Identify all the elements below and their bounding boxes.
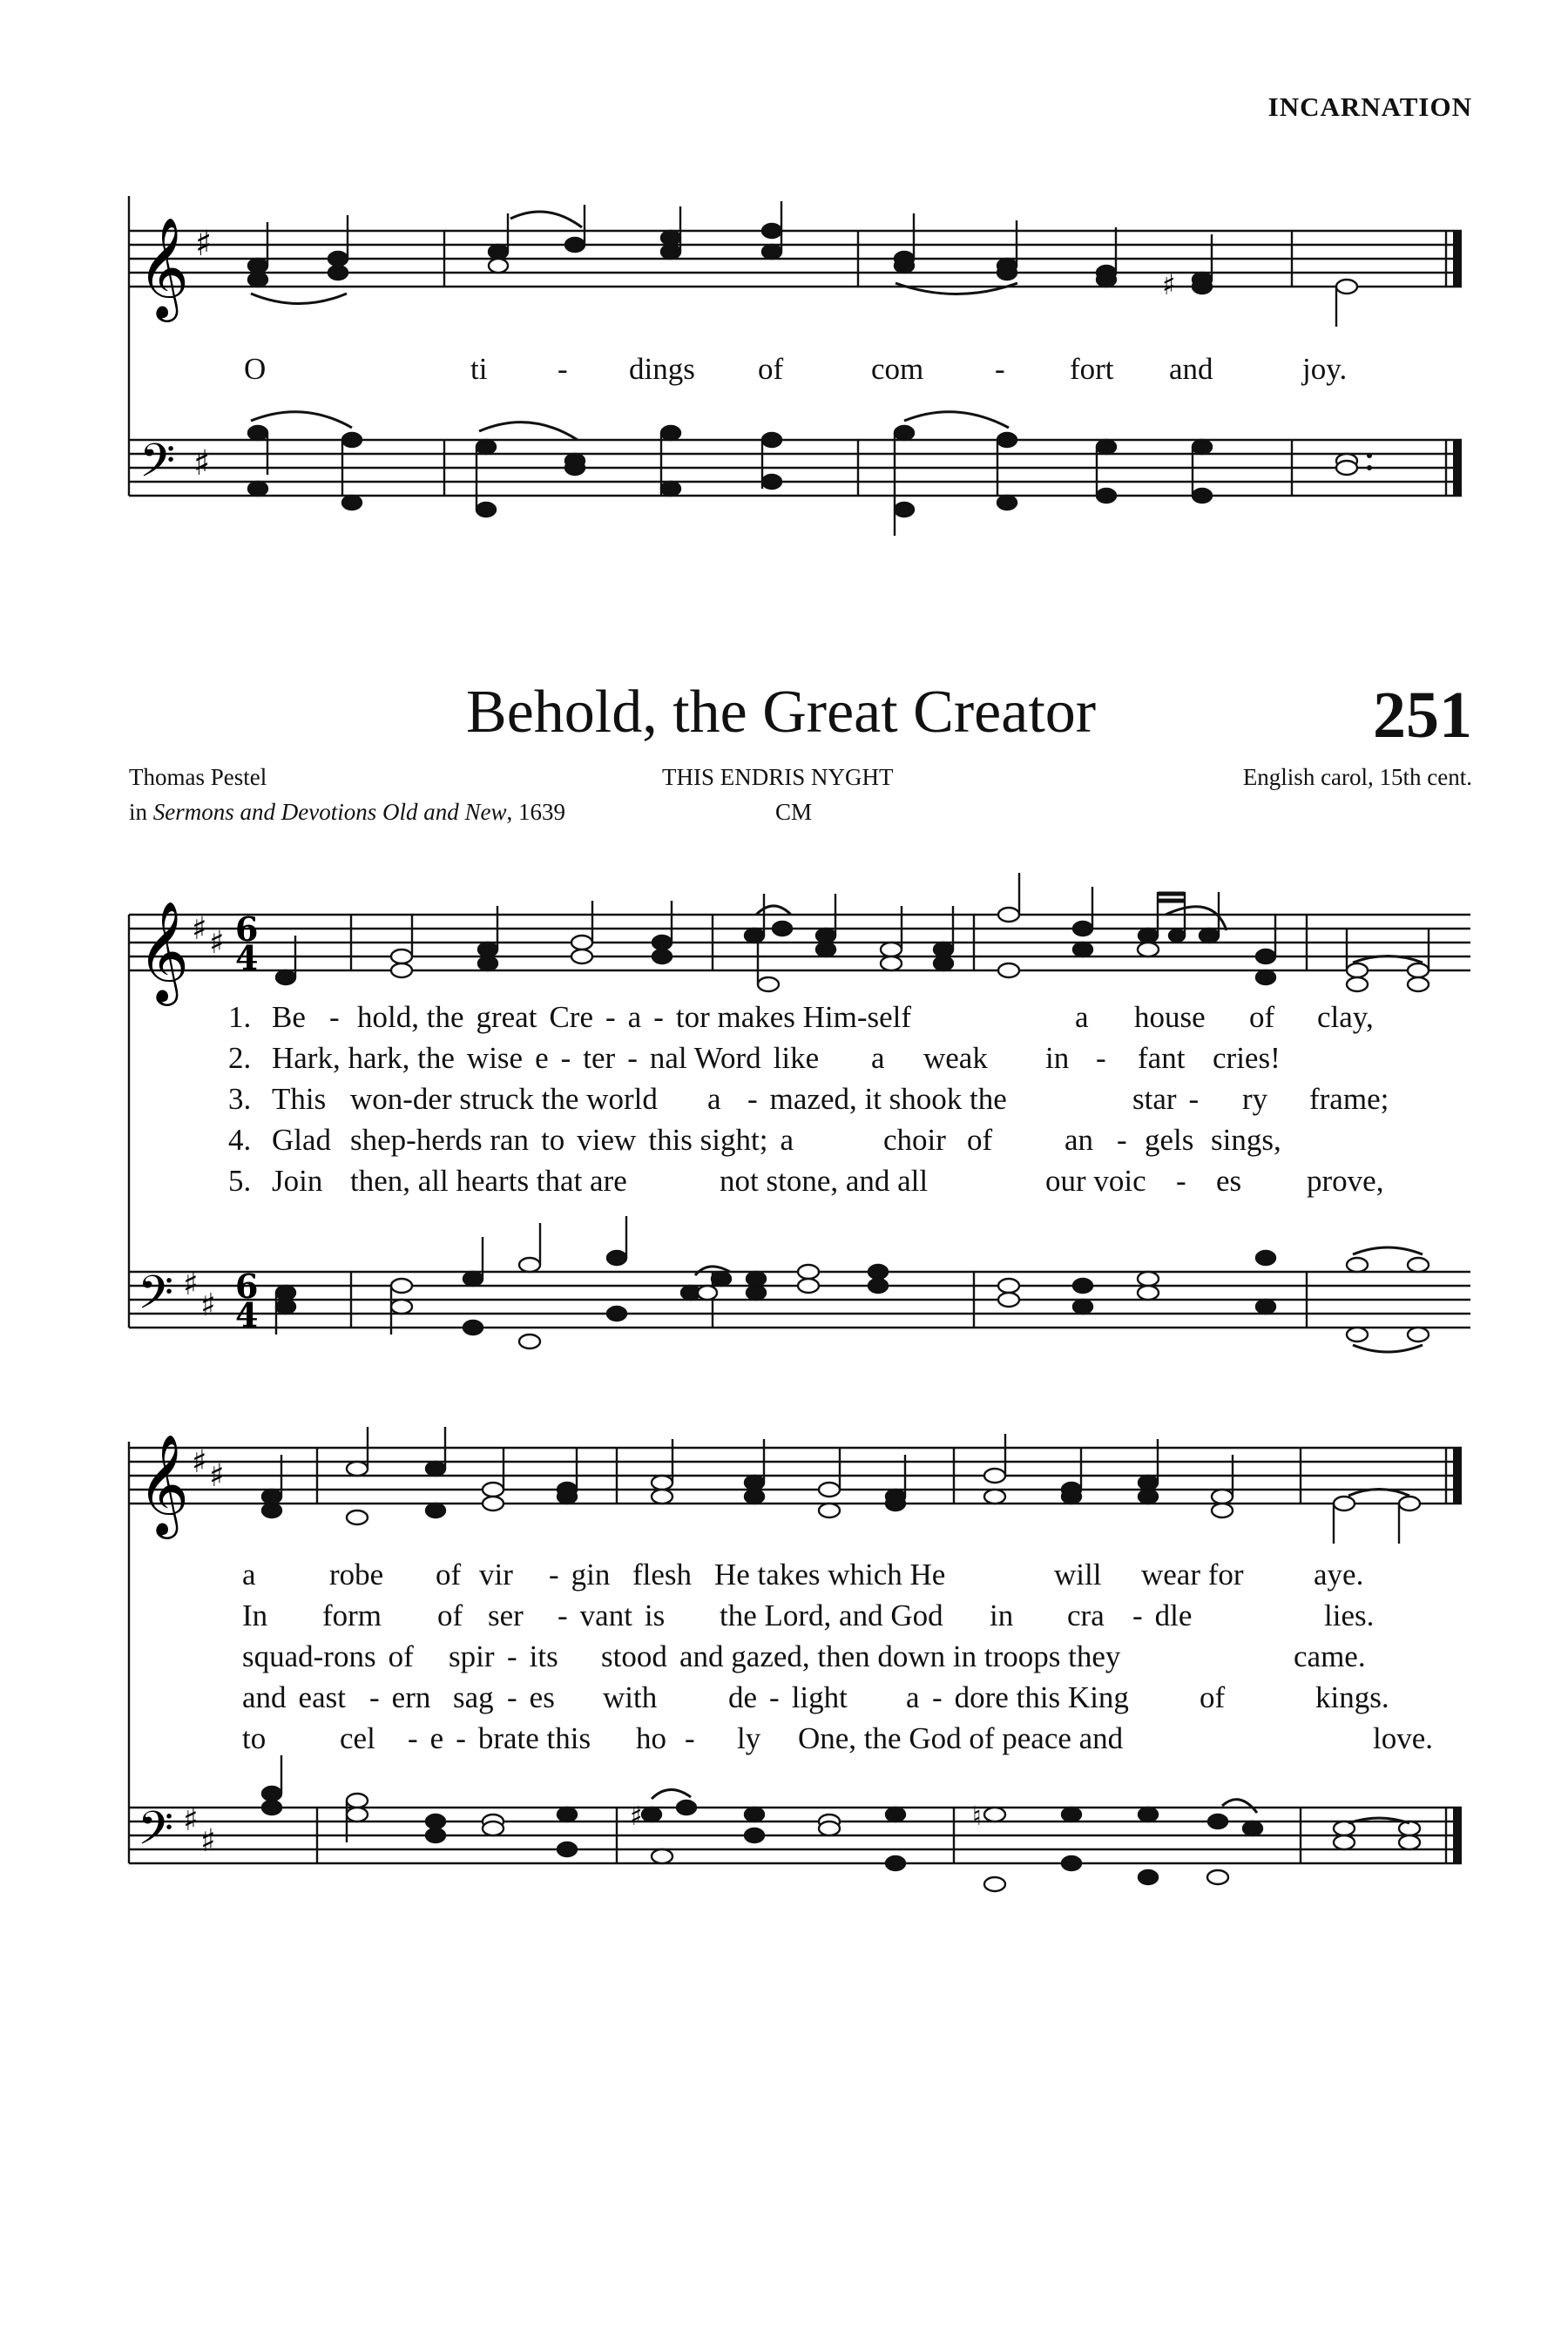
sys2-verse4-syllable-16: kings. bbox=[1315, 1680, 1389, 1714]
sys1-verse1-syllable-4: hold, the bbox=[357, 1000, 464, 1034]
sys1-verse2-syllable-2: Hark, hark, the bbox=[272, 1041, 455, 1075]
sys2-verse3-syllable-3: spir bbox=[449, 1639, 495, 1673]
source-title: Sermons and Devotions Old and New bbox=[152, 799, 507, 825]
top-lyric-2: ti bbox=[470, 352, 488, 386]
sys1-verse3-syllable-10: frame; bbox=[1309, 1082, 1389, 1116]
sys1-verse5-syllable-3: then, all hearts that are bbox=[350, 1164, 627, 1198]
sys2-verse5-syllable-5: - bbox=[456, 1721, 466, 1755]
treble-clef: 𝄞 bbox=[138, 216, 190, 318]
sys2-verse2-syllable-11: - bbox=[1132, 1598, 1143, 1632]
top-lyric-5: of bbox=[758, 352, 784, 386]
sys2-verse3-syllable-7: and gazed, then down in troops they bbox=[679, 1639, 1121, 1673]
sys2-verse1-syllable-6: gin bbox=[571, 1558, 611, 1592]
sys2-verse5-syllable-8: - bbox=[685, 1721, 695, 1755]
source-prefix: in bbox=[129, 799, 153, 825]
sys2-verse5-syllable-2: cel bbox=[340, 1721, 375, 1755]
sys1-verse2-syllable-1: 2. bbox=[228, 1041, 252, 1075]
sys1-verse5-syllable-2: Join bbox=[272, 1164, 323, 1198]
sys1-verse4-syllable-6: this sight; bbox=[648, 1123, 768, 1157]
sys1-verse4-syllable-12: gels bbox=[1145, 1123, 1194, 1157]
sys2-verse1-syllable-11: aye. bbox=[1314, 1558, 1364, 1592]
svg-text:♯: ♯ bbox=[192, 911, 207, 947]
sys1-verse1-syllable-9: - bbox=[653, 1000, 664, 1034]
sys1-verse4-syllable-3: shep-herds ran bbox=[350, 1123, 530, 1157]
sys1-verse1-syllable-2: Be bbox=[272, 1000, 306, 1034]
top-lyric-7: - bbox=[995, 352, 1005, 386]
top-lyric-8: fort bbox=[1070, 352, 1114, 386]
sys2-verse2-syllable-7: is bbox=[644, 1598, 666, 1632]
time-sig-bottom: 4 bbox=[235, 938, 259, 977]
svg-text:♯: ♯ bbox=[192, 1444, 207, 1480]
svg-text:4: 4 bbox=[235, 1295, 259, 1335]
system2-treble-staff bbox=[129, 1413, 1568, 1552]
sys2-verse1-syllable-1: a bbox=[242, 1558, 256, 1592]
svg-text:♯: ♯ bbox=[1162, 268, 1176, 301]
sys1-verse2-syllable-3: wise bbox=[466, 1041, 524, 1075]
sys2-verse5-syllable-10: One, the God of peace and bbox=[798, 1721, 1124, 1755]
sys2-verse3-syllable-6: stood bbox=[601, 1639, 667, 1673]
sys2-verse2-syllable-5: - bbox=[558, 1598, 568, 1632]
sys1-verse4-syllable-7: a bbox=[780, 1123, 794, 1157]
svg-text:♯: ♯ bbox=[195, 224, 213, 264]
sys2-verse3-syllable-2: of bbox=[388, 1639, 414, 1673]
sys2-verse2-syllable-6: vant bbox=[579, 1598, 632, 1632]
sys1-verse1-syllable-14: clay, bbox=[1317, 1000, 1374, 1034]
system1-treble-staff bbox=[129, 880, 1568, 1019]
sys1-verse1-syllable-12: house bbox=[1134, 1000, 1206, 1034]
svg-text:6: 6 bbox=[235, 1267, 259, 1306]
treble-clef: 𝄞 bbox=[138, 1433, 190, 1535]
sys2-verse5-syllable-4: e bbox=[429, 1721, 444, 1755]
sys1-verse2-syllable-10: a bbox=[871, 1041, 885, 1075]
sys1-verse1-syllable-5: great bbox=[476, 1000, 537, 1034]
sys1-verse4-syllable-11: - bbox=[1117, 1123, 1127, 1157]
sys2-verse1-syllable-10: wear for bbox=[1141, 1558, 1244, 1592]
system2-bass-staff bbox=[129, 1773, 1568, 1930]
sys2-verse4-syllable-13: - bbox=[932, 1680, 943, 1714]
sys1-verse3-syllable-6: mazed, it shook the bbox=[769, 1082, 1007, 1116]
meter: CM bbox=[775, 799, 813, 825]
sys1-verse3-syllable-4: a bbox=[707, 1082, 721, 1116]
sys2-verse5-syllable-1: to bbox=[242, 1721, 267, 1755]
tune-name: THIS ENDRIS NYGHT bbox=[662, 764, 894, 790]
sys2-verse4-syllable-7: es bbox=[529, 1680, 555, 1714]
sys1-verse1-syllable-11: a bbox=[1075, 1000, 1089, 1034]
sys1-verse4-syllable-9: of bbox=[967, 1123, 993, 1157]
svg-text:♯: ♯ bbox=[193, 443, 211, 483]
sys1-verse1-syllable-6: Cre bbox=[549, 1000, 593, 1034]
sys2-verse1-syllable-9: will bbox=[1054, 1558, 1102, 1592]
sys2-verse3-syllable-4: - bbox=[507, 1639, 517, 1673]
sys1-verse4-syllable-8: choir bbox=[883, 1123, 946, 1157]
top-lyric-6: com bbox=[871, 352, 924, 386]
sys1-verse2-syllable-13: - bbox=[1096, 1041, 1106, 1075]
source-year: , 1639 bbox=[506, 799, 565, 825]
sys2-verse3-syllable-8: came. bbox=[1294, 1639, 1366, 1673]
sys2-verse2-syllable-13: lies. bbox=[1324, 1598, 1375, 1632]
sys1-verse1-syllable-3: - bbox=[329, 1000, 340, 1034]
sys2-verse1-syllable-7: flesh bbox=[632, 1558, 693, 1592]
sys2-verse5-syllable-3: - bbox=[408, 1721, 418, 1755]
sys2-verse1-syllable-3: of bbox=[436, 1558, 462, 1592]
composer: English carol, 15th cent. bbox=[1242, 764, 1472, 790]
sys1-verse5-syllable-1: 5. bbox=[228, 1164, 252, 1198]
sys1-verse2-syllable-7: - bbox=[627, 1041, 638, 1075]
sys1-verse2-syllable-4: e bbox=[535, 1041, 549, 1075]
sys1-verse5-syllable-8: prove, bbox=[1307, 1164, 1384, 1198]
sys1-verse5-syllable-6: - bbox=[1176, 1164, 1186, 1198]
sys1-verse1-syllable-7: - bbox=[605, 1000, 616, 1034]
sys1-verse4-syllable-4: to bbox=[541, 1123, 565, 1157]
svg-text:♯: ♯ bbox=[183, 1267, 199, 1302]
bass-clef: 𝄢 bbox=[139, 435, 176, 499]
sys2-verse1-syllable-4: vir bbox=[479, 1558, 513, 1592]
hymn-number: 251 bbox=[1373, 679, 1472, 752]
svg-text:♯: ♯ bbox=[209, 925, 225, 961]
sys1-verse1-syllable-13: of bbox=[1249, 1000, 1275, 1034]
sys2-verse4-syllable-6: - bbox=[507, 1680, 517, 1714]
sys2-verse2-syllable-3: of bbox=[437, 1598, 463, 1632]
time-sig-top: 6 bbox=[235, 909, 259, 949]
top-lyric-9: and bbox=[1169, 352, 1213, 386]
sys2-verse5-syllable-9: ly bbox=[737, 1721, 761, 1755]
sys2-verse1-syllable-2: robe bbox=[329, 1558, 384, 1592]
sys2-verse5-syllable-7: ho bbox=[636, 1721, 666, 1755]
sys2-verse4-syllable-15: of bbox=[1200, 1680, 1226, 1714]
sys2-verse1-syllable-5: - bbox=[549, 1558, 559, 1592]
sys1-verse2-syllable-14: fant bbox=[1138, 1041, 1186, 1075]
sys2-verse3-syllable-1: squad-rons bbox=[242, 1639, 376, 1673]
sys2-verse2-syllable-2: form bbox=[322, 1598, 382, 1632]
sys1-verse4-syllable-10: an bbox=[1064, 1123, 1094, 1157]
sys2-verse4-syllable-12: a bbox=[906, 1680, 920, 1714]
top-treble-staff bbox=[129, 213, 1568, 335]
sys2-verse2-syllable-9: in bbox=[990, 1598, 1014, 1632]
sys1-verse4-syllable-5: view bbox=[577, 1123, 637, 1157]
top-lyric-4: dings bbox=[629, 352, 695, 386]
bass-clef: 𝄢 bbox=[138, 1267, 174, 1331]
sys2-verse2-syllable-12: dle bbox=[1154, 1598, 1193, 1632]
sys1-verse3-syllable-8: - bbox=[1188, 1082, 1200, 1116]
svg-text:♯: ♯ bbox=[200, 1288, 216, 1323]
sys1-verse2-syllable-11: weak bbox=[923, 1041, 988, 1075]
sys1-verse2-syllable-6: ter bbox=[583, 1041, 616, 1075]
system1-bass-staff bbox=[129, 1237, 1568, 1394]
sys2-verse2-syllable-8: the Lord, and God bbox=[720, 1598, 943, 1632]
svg-text:♯: ♯ bbox=[183, 1802, 199, 1838]
author: Thomas Pestel bbox=[129, 764, 267, 790]
svg-text:♯: ♯ bbox=[200, 1823, 216, 1859]
top-lyric-3: - bbox=[558, 352, 568, 386]
sys2-verse4-syllable-11: light bbox=[791, 1680, 848, 1714]
bass-clef: 𝄢 bbox=[138, 1802, 174, 1867]
sys1-verse2-syllable-8: nal Word bbox=[649, 1041, 761, 1075]
sys2-verse4-syllable-10: - bbox=[769, 1680, 780, 1714]
svg-text:♯: ♯ bbox=[630, 1801, 643, 1832]
sys2-verse4-syllable-3: - bbox=[369, 1680, 380, 1714]
sys1-verse5-syllable-7: es bbox=[1216, 1164, 1242, 1198]
top-bass-staff bbox=[129, 405, 1568, 562]
sys2-verse2-syllable-1: In bbox=[242, 1598, 268, 1632]
svg-text:♮: ♮ bbox=[972, 1801, 982, 1832]
top-lyric-1: O bbox=[244, 352, 267, 386]
sys1-verse5-syllable-5: our voic bbox=[1045, 1164, 1146, 1198]
sys2-verse4-syllable-4: ern bbox=[391, 1680, 431, 1714]
sys1-verse2-syllable-12: in bbox=[1045, 1041, 1070, 1075]
sys1-verse2-syllable-5: - bbox=[560, 1041, 571, 1075]
sys2-verse4-syllable-14: dore this King bbox=[954, 1680, 1129, 1714]
sys2-verse4-syllable-1: and bbox=[242, 1680, 287, 1714]
sys1-verse2-syllable-15: cries! bbox=[1213, 1041, 1281, 1075]
source-line bbox=[129, 799, 565, 826]
sys1-verse1-syllable-8: a bbox=[627, 1000, 642, 1034]
sys2-verse1-syllable-8: He takes which He bbox=[714, 1558, 946, 1592]
sys1-verse4-syllable-13: sings, bbox=[1211, 1123, 1281, 1157]
sys2-verse4-syllable-8: with bbox=[603, 1680, 658, 1714]
hymn-title: Behold, the Great Creator bbox=[466, 679, 1097, 746]
sys2-verse3-syllable-5: its bbox=[529, 1639, 558, 1673]
sys1-verse3-syllable-3: won-der struck the world bbox=[350, 1082, 658, 1116]
sys2-verse4-syllable-9: de bbox=[728, 1680, 758, 1714]
top-lyric-10: joy. bbox=[1302, 352, 1348, 386]
treble-clef: 𝄞 bbox=[138, 900, 190, 1002]
sys1-verse4-syllable-2: Glad bbox=[272, 1123, 332, 1157]
sys2-verse5-syllable-11: love. bbox=[1373, 1721, 1434, 1755]
sys1-verse4-syllable-1: 4. bbox=[228, 1123, 252, 1157]
sys1-verse3-syllable-2: This bbox=[272, 1082, 327, 1116]
sys2-verse2-syllable-4: ser bbox=[488, 1598, 524, 1632]
sys1-verse3-syllable-9: ry bbox=[1242, 1082, 1268, 1116]
svg-text:♯: ♯ bbox=[209, 1458, 225, 1494]
sys1-verse1-syllable-10: tor makes Him-self bbox=[675, 1000, 912, 1034]
section-label: INCARNATION bbox=[1267, 91, 1472, 122]
sys1-verse3-syllable-1: 3. bbox=[228, 1082, 252, 1116]
sys2-verse2-syllable-10: cra bbox=[1067, 1598, 1105, 1632]
sys2-verse4-syllable-5: sag bbox=[453, 1680, 494, 1714]
sys1-verse3-syllable-5: - bbox=[747, 1082, 758, 1116]
sys1-verse5-syllable-4: not stone, and all bbox=[720, 1164, 929, 1198]
sys2-verse5-syllable-6: brate this bbox=[477, 1721, 591, 1755]
sys1-verse2-syllable-9: like bbox=[773, 1041, 820, 1075]
sys1-verse1-syllable-1: 1. bbox=[228, 1000, 252, 1034]
sys1-verse3-syllable-7: star bbox=[1132, 1082, 1177, 1116]
sys2-verse4-syllable-2: east bbox=[298, 1680, 346, 1714]
